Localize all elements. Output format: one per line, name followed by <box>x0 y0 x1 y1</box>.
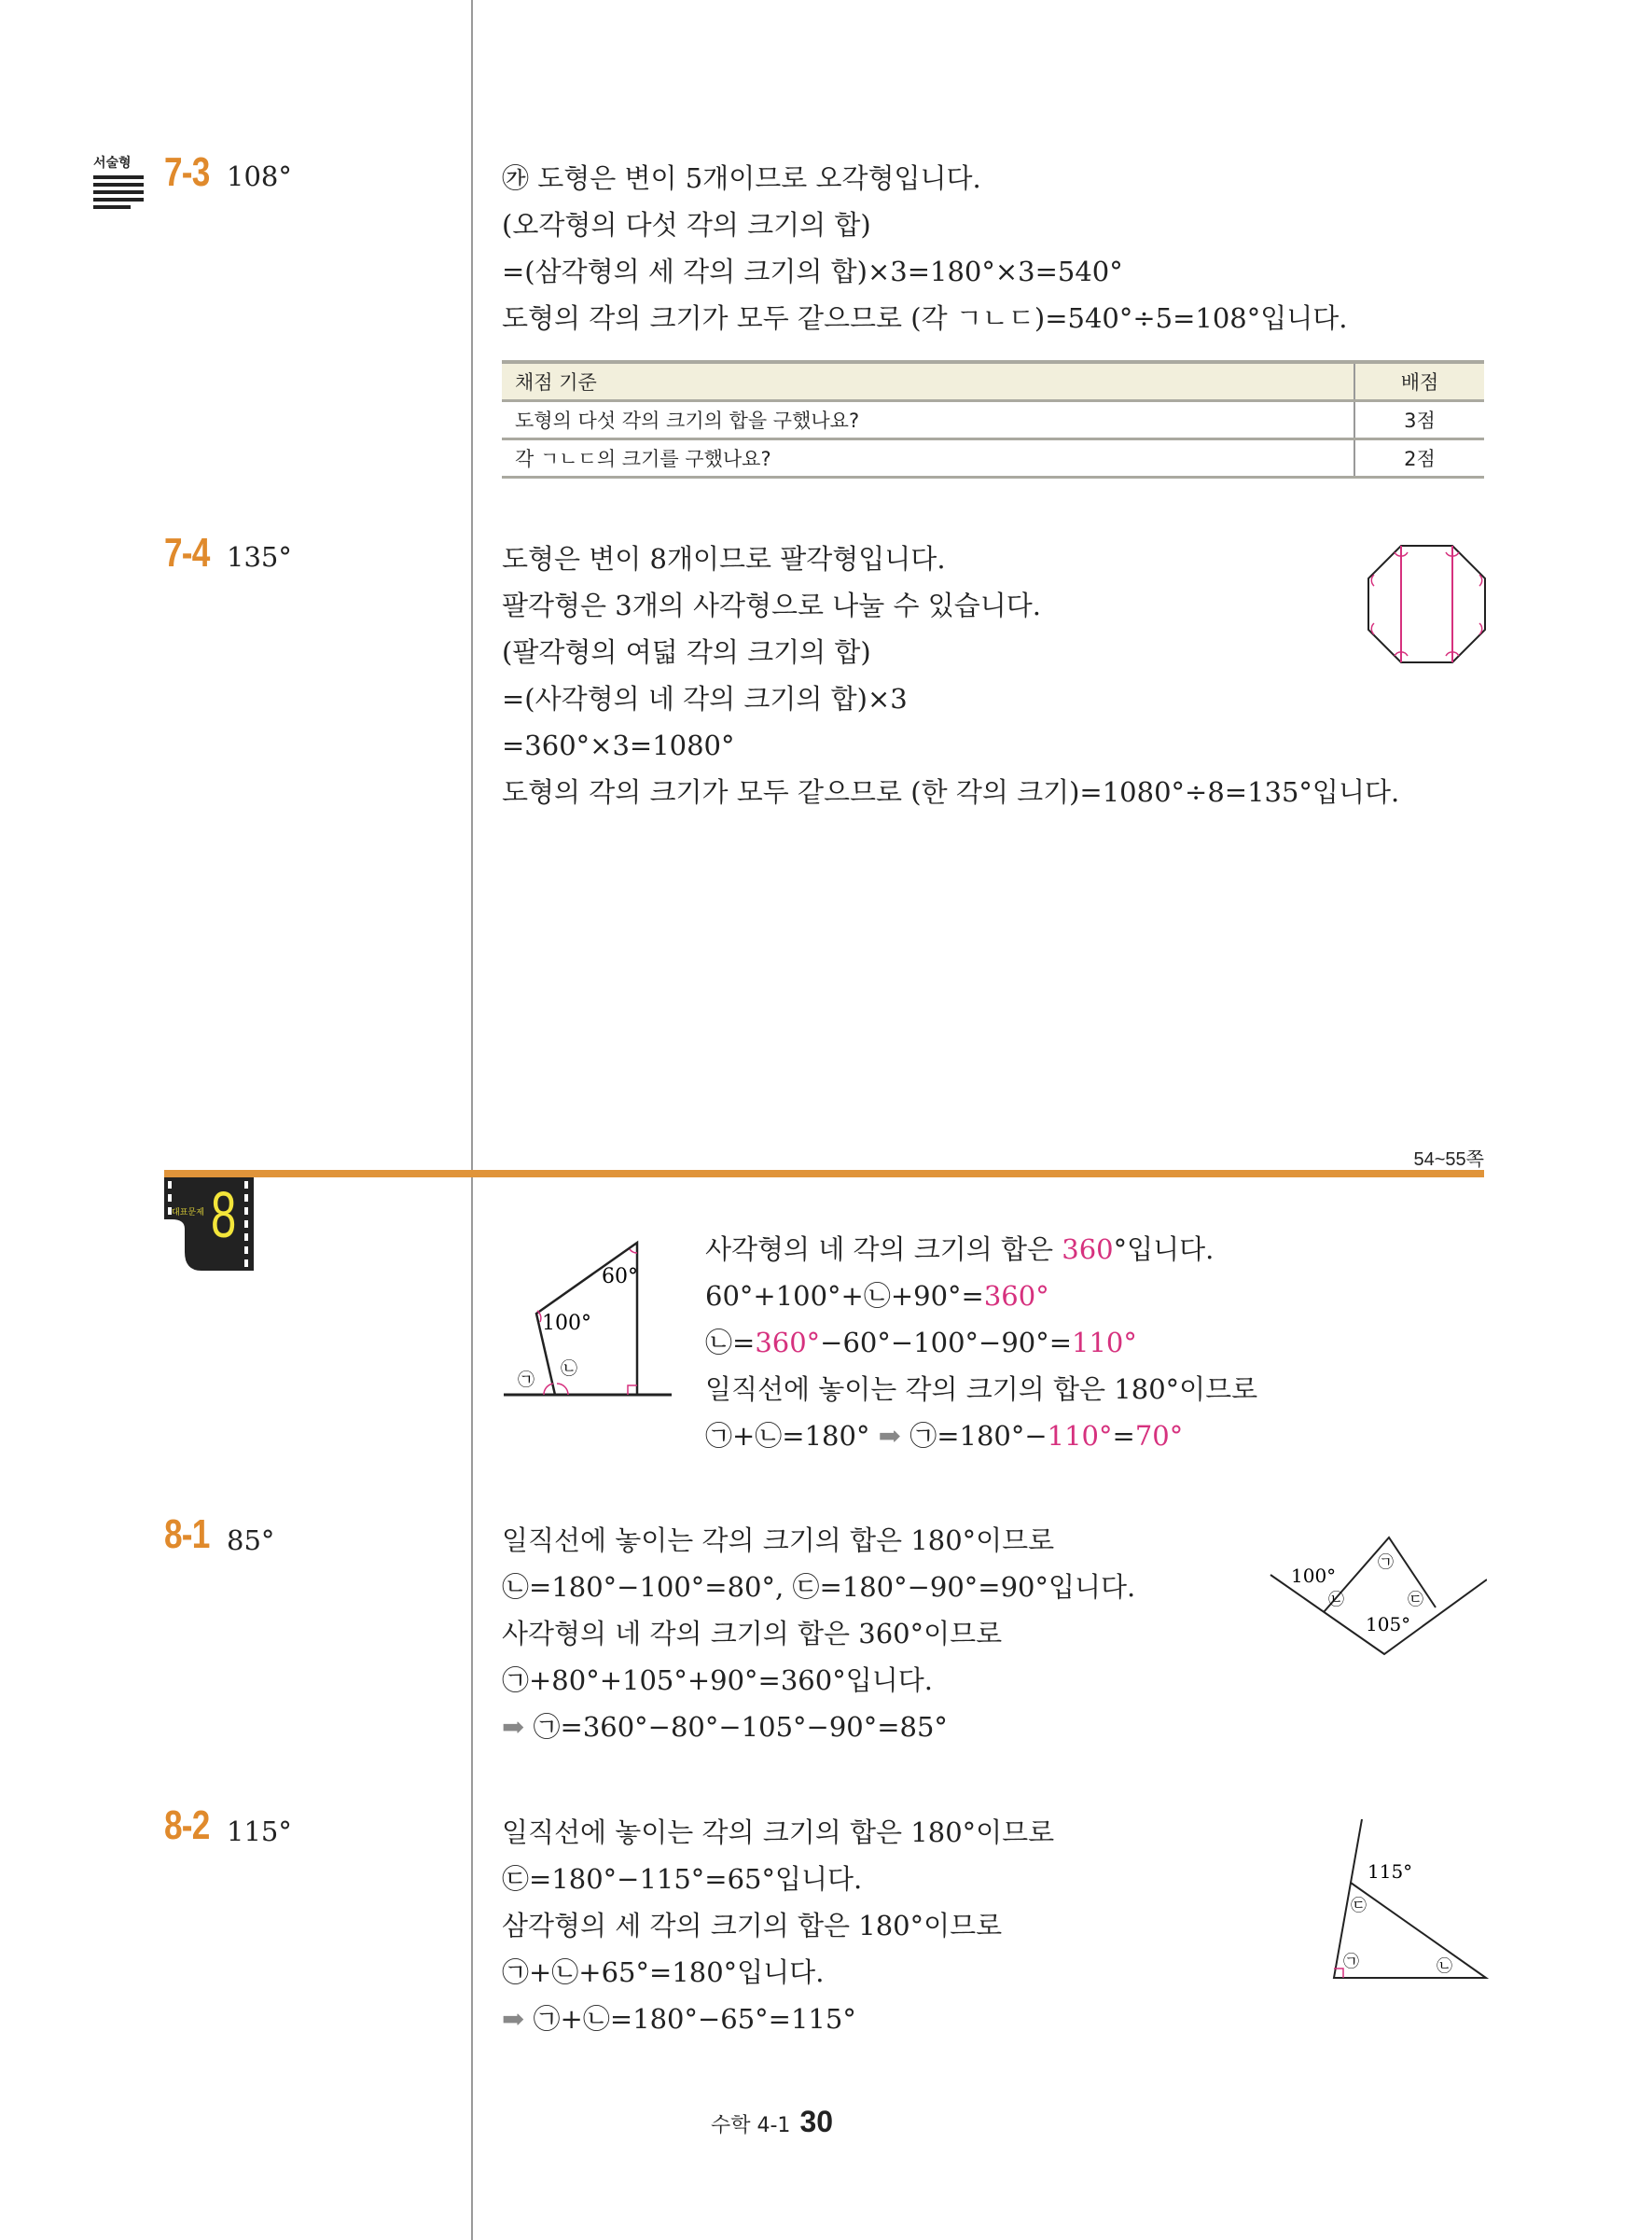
text-segment: °입니다. <box>1113 1233 1215 1265</box>
criteria-cell: 도형의 다섯 각의 크기의 합을 구했나요? <box>502 401 1354 439</box>
page-number: 30 <box>799 2105 834 2138</box>
section-divider <box>164 1170 1484 1177</box>
text-segment: 60°+100°+㉡+90°= <box>705 1280 984 1312</box>
text-segment: 70° <box>1134 1420 1184 1452</box>
solution-8 <box>705 1226 1257 1459</box>
solution-line <box>502 202 1348 248</box>
text-segment: 일직선에 놓이는 각의 크기의 합은 180°이므로 <box>502 1816 1055 1848</box>
solution-line <box>502 295 1348 341</box>
lines-icon <box>93 175 144 209</box>
solution-7-4 <box>502 536 1399 815</box>
points-cell: 2점 <box>1354 439 1484 478</box>
header-points: 배점 <box>1354 362 1484 401</box>
header-criteria: 채점 기준 <box>502 362 1354 401</box>
text-segment: ㉡= <box>705 1327 756 1358</box>
triangle-figure <box>1323 1817 1489 1981</box>
angle-label: ㉠ <box>1343 1953 1359 1971</box>
subject-label: 수학 4-1 <box>711 2114 791 2137</box>
question-answer: 135° <box>227 541 292 573</box>
text-segment: 사각형의 네 각의 크기의 합은 360°이므로 <box>502 1618 1003 1649</box>
solution-line <box>502 536 1399 582</box>
solution-line <box>502 248 1348 295</box>
badge-number: 8 <box>211 1178 237 1251</box>
text-segment: ㉮ 도형은 변이 5개이므로 오각형입니다. <box>502 162 981 194</box>
solution-line <box>502 1657 1135 1704</box>
solution-8-2 <box>502 1809 1054 2042</box>
solution-line <box>502 1856 1054 1902</box>
solution-line <box>502 1610 1135 1657</box>
question-label: 8-1 <box>164 1511 210 1557</box>
solution-line <box>502 722 1399 769</box>
question-label: 7-3 <box>164 149 210 195</box>
text-segment: 110° <box>1072 1327 1137 1358</box>
arrow-icon: ➡ <box>502 1711 525 1743</box>
solution-line <box>705 1319 1257 1366</box>
solution-8-1 <box>502 1517 1135 1750</box>
column-divider <box>471 0 473 2240</box>
angle-label: 60° <box>602 1265 638 1288</box>
text-segment: 360 <box>1062 1233 1114 1265</box>
text-segment: ㉠+80°+105°+90°=360°입니다. <box>502 1664 933 1696</box>
scoring-table <box>502 360 1484 479</box>
question-answer: 108° <box>227 160 292 192</box>
solution-line <box>502 1517 1135 1564</box>
solution-line <box>502 155 1348 202</box>
solution-line <box>502 1564 1135 1610</box>
angle-label: 115° <box>1367 1860 1413 1883</box>
text-segment: (팔각형의 여덟 각의 크기의 합) <box>502 636 871 668</box>
representative-problem-badge <box>164 1177 254 1271</box>
solution-line <box>705 1226 1257 1273</box>
text-segment: ㉠+㉡=180°−65°=115° <box>524 2003 856 2035</box>
text-segment: ㉠+㉡=180° <box>705 1420 879 1452</box>
text-segment: 360° <box>983 1280 1049 1312</box>
quadrilateral-lines-figure <box>1268 1528 1487 1659</box>
descriptive-tag <box>93 153 144 209</box>
criteria-cell: 각 ㄱㄴㄷ의 크기를 구했나요? <box>502 439 1354 478</box>
angle-label: ㉡ <box>1328 1591 1344 1609</box>
quadrilateral-figure <box>499 1236 676 1399</box>
text-segment: ㉠=180°− <box>900 1420 1048 1452</box>
text-segment: ㉠=360°−80°−105°−90°=85° <box>524 1711 948 1743</box>
solution-line <box>502 629 1399 675</box>
arrow-icon: ➡ <box>878 1420 901 1452</box>
film-badge-icon <box>164 1177 254 1271</box>
solution-line <box>502 582 1399 629</box>
text-segment: 일직선에 놓이는 각의 크기의 합은 180°이므로 <box>502 1524 1055 1556</box>
question-answer: 85° <box>227 1524 275 1556</box>
text-segment: ㉢=180°−115°=65°입니다. <box>502 1863 863 1895</box>
text-segment: 360° <box>755 1327 821 1358</box>
text-segment: ㉡=180°−100°=80°, ㉢=180°−90°=90°입니다. <box>502 1571 1136 1603</box>
arrow-icon: ➡ <box>502 2003 525 2035</box>
angle-label: 100° <box>542 1312 591 1335</box>
angle-label: ㉡ <box>1437 1957 1452 1976</box>
solution-line <box>705 1366 1257 1412</box>
text-segment: −60°−100°−90°= <box>820 1327 1073 1358</box>
angle-label: 100° <box>1291 1565 1337 1587</box>
solution-line <box>502 1809 1054 1856</box>
text-segment: 110° <box>1047 1420 1113 1452</box>
text-segment: 도형의 각의 크기가 모두 같으므로 (한 각의 크기)=1080°÷8=135°입니다. <box>502 776 1400 808</box>
text-segment: 도형은 변이 8개이므로 팔각형입니다. <box>502 543 946 575</box>
page-footer <box>711 2105 833 2139</box>
text-segment: =360°×3=1080° <box>502 730 735 761</box>
solution-line <box>502 675 1399 722</box>
angle-label: ㉡ <box>561 1359 577 1379</box>
solution-line <box>705 1273 1257 1319</box>
text-segment: 삼각형의 세 각의 크기의 합은 180°이므로 <box>502 1910 1003 1941</box>
descriptive-tag-label: 서술형 <box>93 156 132 171</box>
text-segment: (오각형의 다섯 각의 크기의 합) <box>502 209 871 241</box>
angle-label: 105° <box>1366 1613 1411 1635</box>
text-segment: 팔각형은 3개의 사각형으로 나눌 수 있습니다. <box>502 590 1042 621</box>
text-segment: 도형의 각의 크기가 모두 같으므로 (각 ㄱㄴㄷ)=540°÷5=108°입니다. <box>502 302 1348 334</box>
angle-label: ㉠ <box>518 1370 534 1390</box>
text-segment: = <box>1112 1420 1135 1452</box>
text-segment: =(사각형의 네 각의 크기의 합)×3 <box>502 683 908 715</box>
question-answer: 115° <box>227 1816 292 1847</box>
question-label: 7-4 <box>164 530 210 576</box>
table-header-row <box>502 362 1484 401</box>
solution-line <box>502 1996 1054 2042</box>
solution-7-3 <box>502 155 1348 341</box>
angle-label: ㉠ <box>1378 1553 1394 1572</box>
table-row <box>502 401 1484 439</box>
solution-line <box>502 1902 1054 1949</box>
table-row <box>502 439 1484 478</box>
solution-line <box>502 1949 1054 1996</box>
octagon-figure <box>1364 541 1490 667</box>
question-label: 8-2 <box>164 1802 210 1848</box>
angle-label: ㉢ <box>1408 1591 1423 1609</box>
text-segment: 사각형의 네 각의 크기의 합은 <box>705 1233 1062 1265</box>
solution-line <box>705 1412 1257 1459</box>
text-segment: =(삼각형의 세 각의 크기의 합)×3=180°×3=540° <box>502 256 1123 287</box>
badge-tag: 대표문제 <box>172 1208 204 1217</box>
text-segment: ㉠+㉡+65°=180°입니다. <box>502 1956 825 1988</box>
solution-line <box>502 769 1399 815</box>
text-segment: 일직선에 놓이는 각의 크기의 합은 180°이므로 <box>705 1373 1258 1405</box>
points-cell: 3점 <box>1354 401 1484 439</box>
angle-label: ㉢ <box>1351 1897 1367 1915</box>
page-reference: 54~55쪽 <box>1413 1149 1484 1170</box>
solution-line <box>502 1704 1135 1750</box>
